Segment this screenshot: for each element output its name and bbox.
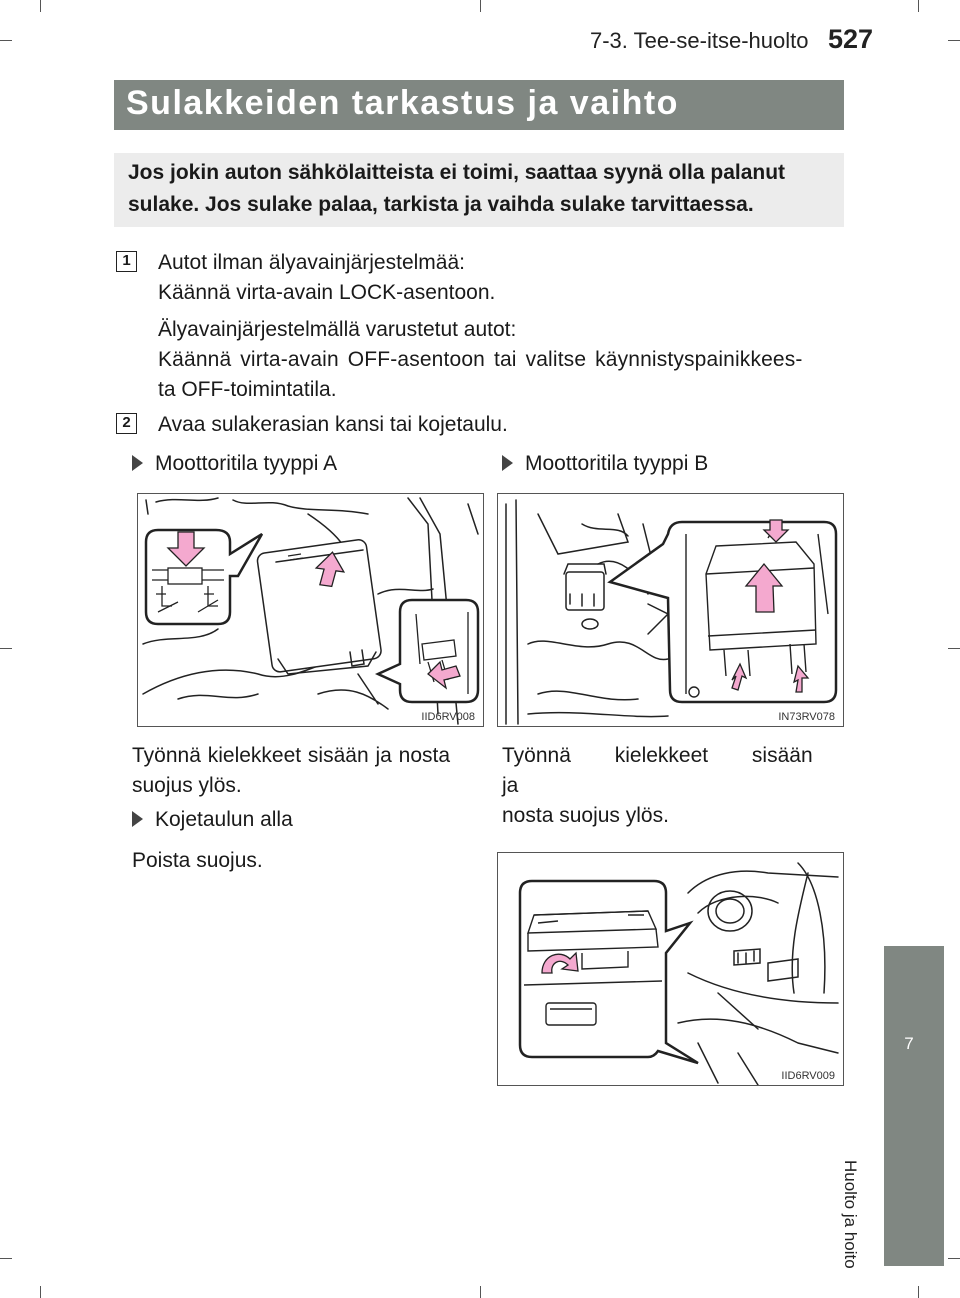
crop-mark [480,0,481,12]
figure-id-b: IN73RV078 [778,711,835,723]
chapter-side-tab [884,946,944,1266]
running-header-section: 7-3. Tee-se-itse-huolto [590,28,809,53]
caption-line: nosta suojus ylös. [502,804,669,827]
crop-mark [0,40,12,41]
intro-line: Jos jokin auton sähkölaitteista ei toimi, saattaa syynä olla palanut [128,161,786,184]
crop-mark [918,0,919,12]
figure-under-dashboard [497,852,844,1086]
step-2-text: Avaa sulakerasian kansi tai kojetaulu. [158,413,508,436]
figure-b-caption [502,741,842,831]
page-number: 527 [828,24,874,54]
figure-id-a: IID6RV008 [421,711,475,723]
crop-mark [948,648,960,649]
step-1-line: Autot ilman älyavainjärjestelmää: [158,251,465,274]
fuse-box-illustration-a [138,494,484,727]
figure-b-heading [502,452,708,476]
figure-a-caption [132,741,478,801]
step-1-line: ta OFF-toimintatila. [158,378,337,401]
figure-c-caption: Poista suojus. [132,849,263,872]
step-1-line: Älyavainjärjestelmällä varustetut autot: [158,318,517,341]
caption-line: Työnnä kielekkeet sisään ja [502,744,813,797]
dashboard-illustration [498,853,844,1086]
crop-mark [918,1286,919,1298]
step-number-1: 1 [116,251,137,272]
step-1-line: Käännä virta-avain LOCK-asentoon. [158,281,496,304]
intro-box [114,153,844,227]
crop-mark [948,40,960,41]
caption-line: Työnnä kielekkeet sisään ja nosta [132,744,451,767]
figure-c-heading-text: Kojetaulun alla [155,808,293,831]
triangle-bullet-icon [502,455,513,471]
section-title: Sulakkeiden tarkastus ja vaihto [114,80,844,130]
crop-mark [40,0,41,12]
figure-engine-type-a [137,493,484,727]
caption-line: suojus ylös. [132,774,242,797]
crop-mark [40,1286,41,1298]
step-1-text-b [158,315,840,405]
figure-b-heading-text: Moottoritila tyyppi B [525,452,709,475]
crop-mark [480,1286,481,1298]
crop-mark [0,648,12,649]
triangle-bullet-icon [132,455,143,471]
chapter-title: Huolto ja hoito [841,1160,860,1269]
step-number-2: 2 [116,413,137,434]
triangle-bullet-icon [132,811,143,827]
fuse-box-illustration-b [498,494,844,727]
crop-mark [0,1258,12,1259]
step-1-text-a [158,248,848,308]
step-1-line: Käännä virta-avain OFF-asentoon tai valitse käynnistyspainikkees- [158,348,803,371]
figure-engine-type-b [497,493,844,727]
chapter-number: 7 [904,1034,914,1053]
figure-c-heading [132,808,293,832]
figure-a-heading-text: Moottoritila tyyppi A [155,452,338,475]
intro-line: sulake. Jos sulake palaa, tarkista ja vaihda sulake tarvittaessa. [128,193,754,216]
crop-mark [948,1258,960,1259]
figure-id-c: IID6RV009 [781,1070,835,1082]
figure-a-heading [132,452,337,476]
